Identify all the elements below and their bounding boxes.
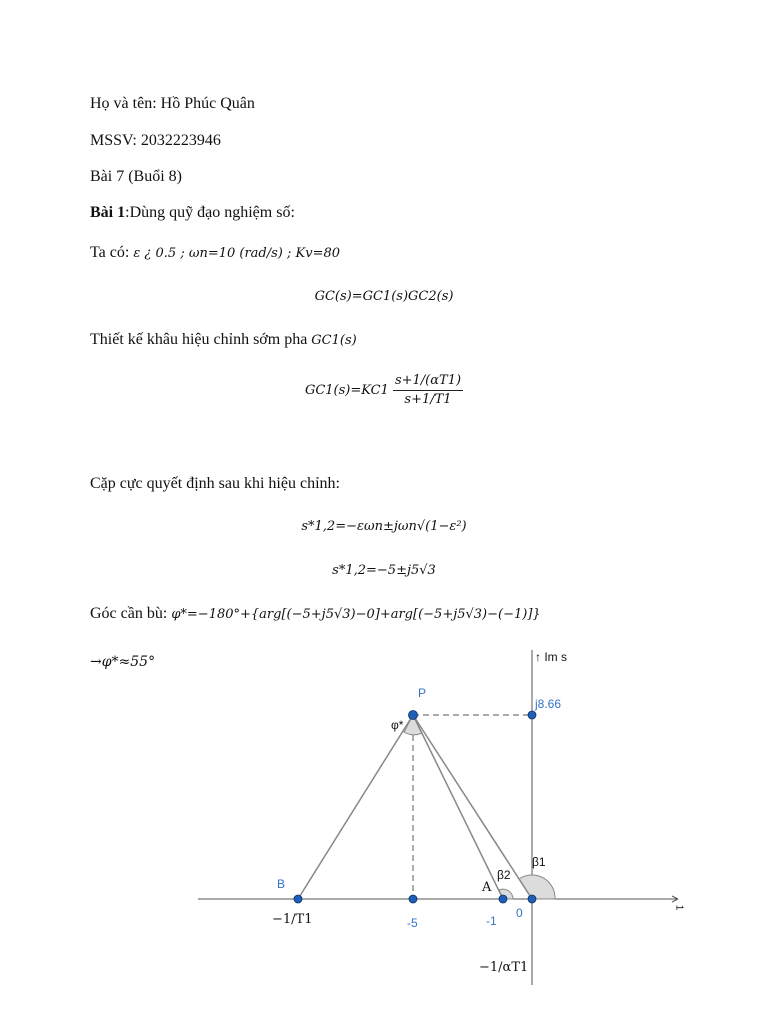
real-axis-label: 1 bbox=[673, 904, 685, 911]
label-minus-1-over-T1: −1/T1 bbox=[272, 912, 313, 927]
point-j866 bbox=[528, 711, 536, 719]
equation-gc1-lhs: GC1(s)=KC1 bbox=[304, 383, 389, 398]
design-text: Thiết kế khâu hiệu chỉnh sớm pha bbox=[90, 331, 312, 348]
angle-expr: φ*=−180°+{arg[(−5+j5√3)−0]+arg[(−5+j5√3)−(−1)]} bbox=[171, 607, 541, 622]
tick-minus5: -5 bbox=[407, 916, 418, 930]
problem-title-rest: :Dùng quỹ đạo nghiệm số: bbox=[125, 204, 295, 221]
given-prefix: Ta có: bbox=[90, 244, 134, 261]
line-P-A bbox=[413, 715, 503, 899]
point-minus5 bbox=[409, 895, 417, 903]
label-minus-1-over-alphaT1: −1/αT1 bbox=[479, 960, 529, 975]
equation-gc: GC(s)=GC1(s)GC2(s) bbox=[314, 289, 454, 304]
student-id-line: MSSV: 2032223946 bbox=[90, 132, 221, 149]
label-beta2: β2 bbox=[497, 868, 511, 882]
point-B bbox=[294, 895, 302, 903]
point-P bbox=[409, 711, 418, 720]
line-P-origin bbox=[413, 715, 532, 899]
label-j866: j8.66 bbox=[535, 697, 562, 711]
point-A bbox=[499, 895, 507, 903]
tick-minus1: -1 bbox=[486, 914, 497, 928]
result-line: →φ*≈55° bbox=[90, 654, 156, 670]
label-B: B bbox=[277, 877, 286, 891]
design-expr: GC1(s) bbox=[311, 333, 357, 348]
label-beta1: β1 bbox=[532, 855, 546, 869]
poles-line: Cặp cực quyết định sau khi hiệu chỉnh: bbox=[90, 475, 340, 492]
point-origin bbox=[528, 895, 536, 903]
exercise-line: Bài 7 (Buổi 8) bbox=[90, 168, 182, 185]
equation-gc1-denominator: s+1/T1 bbox=[404, 392, 452, 407]
given-expr: ε ¿ 0.5 ; ωn=10 (rad/s) ; Kv=80 bbox=[133, 246, 340, 261]
line-P-B bbox=[298, 715, 413, 899]
angle-text: Góc cần bù: bbox=[90, 605, 172, 622]
problem-title-bold: Bài 1 bbox=[90, 204, 126, 221]
label-phi: φ* bbox=[391, 718, 404, 732]
equation-poles-value: s*1,2=−5±j5√3 bbox=[332, 563, 436, 578]
label-A: A bbox=[482, 880, 492, 895]
name-line: Họ và tên: Hồ Phúc Quân bbox=[90, 95, 255, 112]
equation-gc1-numerator: s+1/(αT1) bbox=[393, 372, 463, 391]
equation-poles-general: s*1,2=−εωn±jωn√(1−ε²) bbox=[301, 519, 467, 534]
label-P: P bbox=[418, 686, 427, 700]
tick-origin: 0 bbox=[516, 906, 523, 920]
imaginary-axis-label: ↑ Im s bbox=[535, 650, 567, 664]
